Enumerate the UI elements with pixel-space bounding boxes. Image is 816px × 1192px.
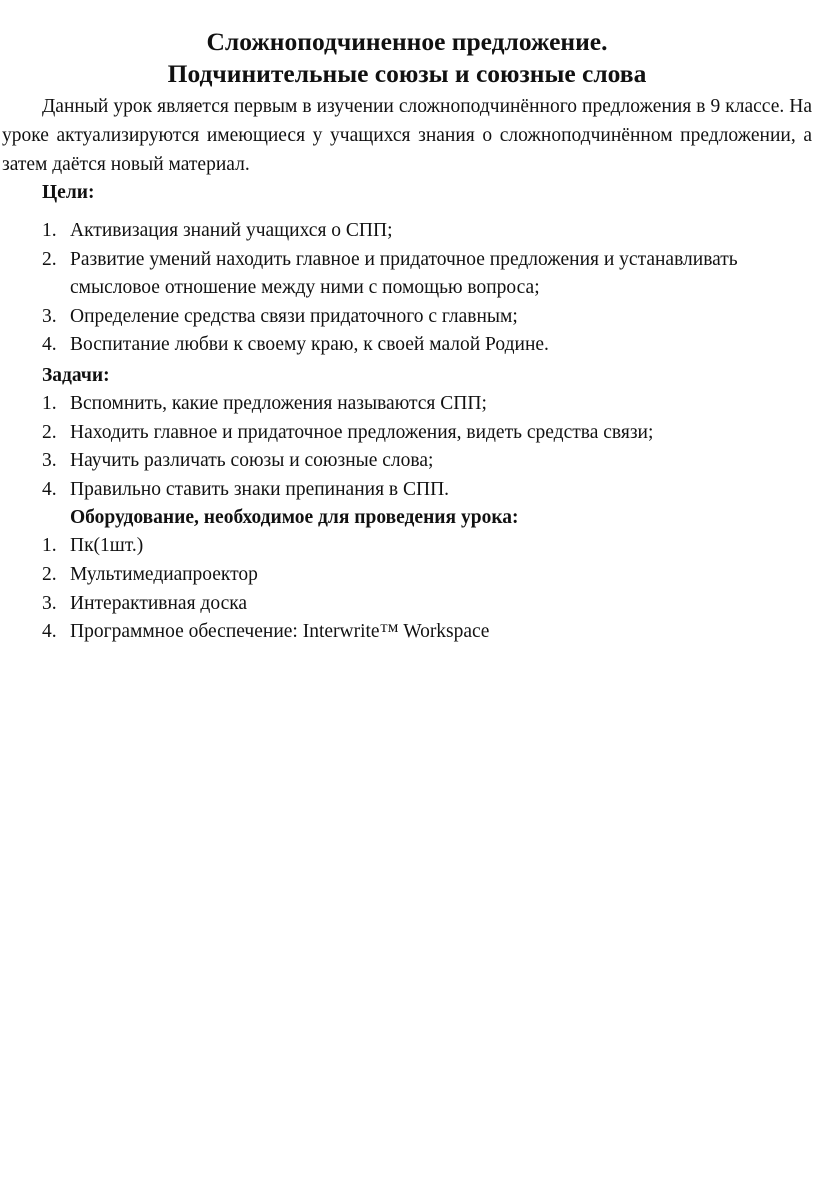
list-item-text: Научить различать союзы и союзные слова; (70, 450, 434, 472)
list-item-text: Интерактивная доска (70, 592, 248, 614)
list-number: 2. (42, 421, 57, 443)
list-number: 3. (42, 450, 57, 472)
list-number: 4. (42, 478, 57, 500)
list-item-text: Пк(1шт.) (70, 535, 144, 557)
equipment-heading: Оборудование, необходимое для проведения урока: (70, 507, 519, 529)
list-item (2, 303, 812, 332)
list-item (2, 476, 812, 505)
list-item (2, 390, 812, 419)
list-item-text: Находить главное и придаточное предложения, видеть средства связи; (70, 421, 654, 443)
list-item (2, 590, 812, 619)
list-item (2, 246, 812, 303)
list-item (2, 561, 812, 590)
list-item-text: Мультимедиапроектор (70, 563, 258, 585)
list-item (2, 532, 812, 561)
list-number: 4. (42, 334, 57, 356)
list-item-text: Определение средства связи придаточного с главным; (70, 305, 518, 327)
list-number: 1. (42, 392, 57, 414)
list-item-text: Вспомнить, какие предложения называются СПП; (70, 392, 487, 414)
goals-heading: Цели: (42, 182, 95, 203)
list-number: 2. (42, 248, 57, 270)
list-item (2, 618, 812, 647)
list-item-text: Развитие умений находить главное и придаточное предложения и устанавливать смысловое отношение между ними с помощью вопроса; (70, 248, 738, 299)
list-item (2, 447, 812, 476)
list-item-text: Активизация знаний учащихся о СПП; (70, 220, 393, 241)
document-title (2, 26, 812, 90)
title-line-1: Сложноподчиненное предложение. (206, 27, 608, 56)
title-line-2: Подчинительные союзы и союзные слова (167, 59, 647, 88)
list-item-text: Программное обеспечение: Interwrite™ Workspace (70, 621, 490, 643)
list-number: 4. (42, 621, 57, 643)
list-item-text: Правильно ставить знаки препинания в СПП. (70, 478, 450, 500)
list-number: 3. (42, 592, 57, 614)
list-number: 1. (42, 220, 57, 241)
list-item (2, 217, 812, 246)
list-item-text: Воспитание любви к своему краю, к своей малой Родине. (70, 334, 549, 356)
tasks-list (2, 390, 812, 504)
list-number: 3. (42, 305, 57, 327)
goals-list (2, 217, 812, 360)
tasks-heading: Задачи: (42, 364, 110, 386)
list-item (2, 419, 812, 448)
list-number: 2. (42, 563, 57, 585)
list-item (2, 331, 812, 360)
list-number: 1. (42, 535, 57, 557)
intro-paragraph: Данный урок является первым в изучении сложноподчинённого предложения в 9 классе. На уроке актуализируются имеющиеся у учащихся знания о сложноподчинённом предложении, а затем даётся новый материал. (2, 96, 812, 175)
equipment-list (2, 532, 812, 646)
